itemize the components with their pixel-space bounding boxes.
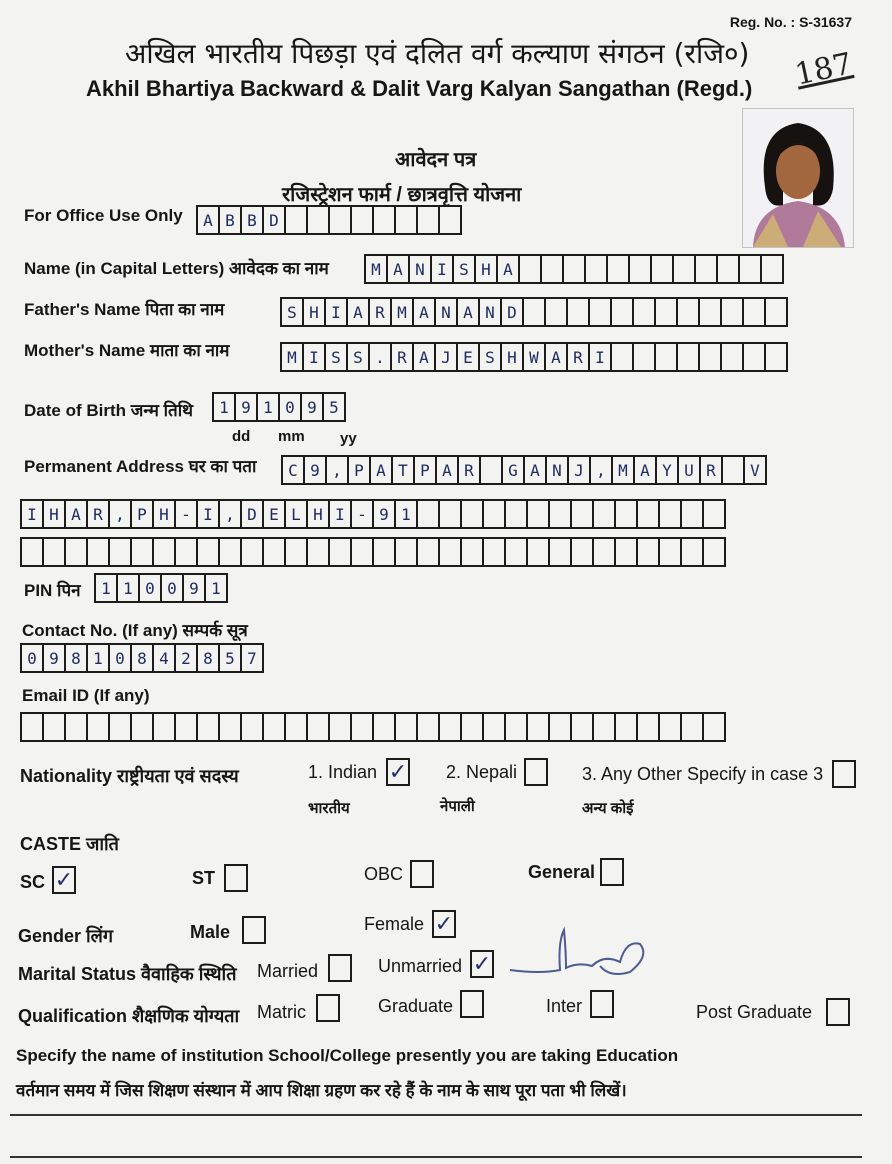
char-box[interactable] [372, 537, 396, 567]
char-box[interactable] [716, 254, 740, 284]
char-box[interactable]: I [196, 499, 220, 529]
char-box[interactable] [764, 342, 788, 372]
char-box[interactable] [284, 537, 308, 567]
mother-name-label: Mother's Name माता का नाम [24, 341, 230, 360]
gender-female-label: Female [364, 914, 425, 934]
char-box[interactable] [562, 254, 586, 284]
char-box[interactable]: V [743, 455, 767, 485]
char-box[interactable] [284, 712, 308, 742]
char-box[interactable]: S [346, 342, 370, 372]
email-label: Email ID (If any) [22, 686, 150, 705]
marital-label: Marital Status वैवाहिक स्थिति [18, 964, 237, 984]
char-box[interactable]: , [218, 499, 242, 529]
institution-label-hindi: वर्तमान समय में जिस शिक्षण संस्थान में आप शिक्षा ग्रहण कर रहे हैं के नाम के साथ पूरा पता भी लिखें। [16, 1081, 627, 1100]
char-box[interactable]: A [64, 499, 88, 529]
char-box[interactable]: J [567, 455, 591, 485]
caste-sc-checkbox[interactable]: ✓ [52, 866, 76, 894]
gender-male-checkbox[interactable] [242, 916, 266, 944]
char-box[interactable] [284, 205, 308, 235]
contact-label: Contact No. (If any) सम्पर्क सूत्र [22, 621, 248, 640]
char-box[interactable]: 9 [234, 392, 258, 422]
char-box[interactable]: , [589, 455, 613, 485]
char-box[interactable]: A [523, 455, 547, 485]
char-box[interactable] [416, 499, 440, 529]
char-box[interactable] [262, 712, 286, 742]
char-box[interactable]: 8 [196, 643, 220, 673]
char-box[interactable] [196, 537, 220, 567]
char-box[interactable] [632, 342, 656, 372]
caste-st-label: ST [192, 868, 216, 888]
char-box[interactable] [240, 712, 264, 742]
char-box[interactable]: 1 [94, 573, 118, 603]
char-box[interactable]: 0 [278, 392, 302, 422]
char-box[interactable] [610, 342, 634, 372]
char-box[interactable]: S [324, 342, 348, 372]
char-box[interactable] [548, 712, 572, 742]
char-box[interactable] [636, 499, 660, 529]
char-box[interactable] [328, 537, 352, 567]
nationality-other-hindi: अन्य कोई [582, 800, 634, 817]
gender-male-label: Male [190, 922, 231, 942]
char-box[interactable]: Y [655, 455, 679, 485]
char-box[interactable] [694, 254, 718, 284]
char-box[interactable] [526, 499, 550, 529]
qualification-inter-label: Inter [546, 996, 583, 1016]
char-box[interactable]: 5 [322, 392, 346, 422]
char-box[interactable] [394, 537, 418, 567]
char-box[interactable]: C [281, 455, 305, 485]
institution-label-english: Specify the name of institution School/College presently you are taking Education [16, 1046, 679, 1065]
char-box[interactable]: 1 [204, 573, 228, 603]
char-box[interactable]: 0 [138, 573, 162, 603]
char-box[interactable] [438, 205, 462, 235]
char-box[interactable] [698, 342, 722, 372]
char-box[interactable]: W [522, 342, 546, 372]
char-box[interactable]: S [452, 254, 476, 284]
address-line-1[interactable] [283, 455, 767, 485]
char-box[interactable]: A [435, 455, 459, 485]
char-box[interactable]: G [501, 455, 525, 485]
char-box[interactable] [460, 499, 484, 529]
address-line-3[interactable] [22, 537, 726, 567]
char-box[interactable] [636, 712, 660, 742]
char-box[interactable]: D [240, 499, 264, 529]
char-box[interactable] [64, 537, 88, 567]
char-box[interactable]: I [302, 342, 326, 372]
char-box[interactable] [196, 712, 220, 742]
char-box[interactable] [108, 712, 132, 742]
char-box[interactable] [676, 297, 700, 327]
char-box[interactable] [86, 712, 110, 742]
qualification-post-graduate-checkbox[interactable] [826, 998, 850, 1026]
char-box[interactable] [350, 205, 374, 235]
char-box[interactable]: A [412, 342, 436, 372]
char-box[interactable] [482, 712, 506, 742]
char-box[interactable]: U [677, 455, 701, 485]
gender-label: Gender लिंग [18, 926, 114, 946]
char-box[interactable] [218, 537, 242, 567]
char-box[interactable]: 9 [182, 573, 206, 603]
char-box[interactable]: H [42, 499, 66, 529]
char-box[interactable]: I [324, 297, 348, 327]
dob-label: Date of Birth जन्म तिथि [24, 401, 193, 420]
char-box[interactable] [482, 537, 506, 567]
caste-general-label: General [528, 862, 596, 882]
char-box[interactable]: L [284, 499, 308, 529]
char-box[interactable] [672, 254, 696, 284]
char-box[interactable] [306, 537, 330, 567]
char-box[interactable] [702, 537, 726, 567]
caste-general-checkbox[interactable] [600, 858, 624, 886]
form-subtitle-application: आवेदन पत्र [395, 149, 477, 171]
char-box[interactable]: 8 [64, 643, 88, 673]
nationality-label: Nationality राष्ट्रीयता एवं सदस्य [20, 766, 239, 786]
char-box[interactable] [698, 297, 722, 327]
char-box[interactable] [592, 712, 616, 742]
dob-yy-label: yy [340, 430, 357, 447]
char-box[interactable]: A [369, 455, 393, 485]
char-box[interactable]: 9 [300, 392, 324, 422]
char-box[interactable] [548, 499, 572, 529]
handwritten-form-number: 187 [791, 46, 856, 93]
char-box[interactable] [130, 712, 154, 742]
char-box[interactable] [372, 712, 396, 742]
marital-unmarried-checkbox[interactable]: ✓ [470, 950, 494, 978]
mother-name-field[interactable] [282, 342, 788, 372]
char-box[interactable] [592, 537, 616, 567]
caste-sc-label: SC [20, 872, 46, 892]
char-box[interactable]: A [456, 297, 480, 327]
office-use-label: For Office Use Only [24, 206, 183, 225]
char-box[interactable] [64, 712, 88, 742]
char-box[interactable]: 9 [42, 643, 66, 673]
qualification-matric-checkbox[interactable] [316, 994, 340, 1022]
signature [500, 922, 660, 984]
char-box[interactable]: H [306, 499, 330, 529]
char-box[interactable] [504, 712, 528, 742]
char-box[interactable] [628, 254, 652, 284]
char-box[interactable] [174, 537, 198, 567]
char-box[interactable] [680, 537, 704, 567]
nationality-nepali-label: 2. Nepali [446, 762, 518, 782]
org-title-hindi: अखिल भारतीय पिछड़ा एवं दलित वर्ग कल्याण संगठन (रजि०) [125, 37, 750, 70]
char-box[interactable] [658, 499, 682, 529]
char-box[interactable]: 1 [212, 392, 236, 422]
char-box[interactable]: D [262, 205, 286, 235]
char-box[interactable]: T [391, 455, 415, 485]
qualification-inter-checkbox[interactable] [590, 990, 614, 1018]
char-box[interactable]: 9 [303, 455, 327, 485]
char-box[interactable] [742, 342, 766, 372]
char-box[interactable]: 8 [130, 643, 154, 673]
char-box[interactable]: A [346, 297, 370, 327]
char-box[interactable]: 9 [372, 499, 396, 529]
char-box[interactable] [479, 455, 503, 485]
char-box[interactable] [702, 712, 726, 742]
caste-label: CASTE जाति [20, 834, 119, 854]
institution-answer-line-2[interactable] [10, 1156, 862, 1158]
dob-dd-label: dd [232, 428, 251, 445]
char-box[interactable] [680, 499, 704, 529]
char-box[interactable] [658, 537, 682, 567]
char-box[interactable] [262, 537, 286, 567]
char-box[interactable] [702, 499, 726, 529]
char-box[interactable] [738, 254, 762, 284]
char-box[interactable]: 0 [160, 573, 184, 603]
char-box[interactable]: 1 [116, 573, 140, 603]
char-box[interactable]: M [390, 297, 414, 327]
char-box[interactable] [526, 712, 550, 742]
char-box[interactable] [540, 254, 564, 284]
nationality-other-label: 3. Any Other Specify in case 3 [582, 764, 824, 784]
char-box[interactable] [416, 537, 440, 567]
applicant-photo [742, 108, 854, 248]
institution-answer-line-1[interactable] [10, 1114, 862, 1116]
nationality-indian-hindi: भारतीय [308, 800, 350, 817]
char-box[interactable] [548, 537, 572, 567]
char-box[interactable]: E [262, 499, 286, 529]
char-box[interactable]: 5 [218, 643, 242, 673]
char-box[interactable] [482, 499, 506, 529]
char-box[interactable] [152, 712, 176, 742]
char-box[interactable] [42, 537, 66, 567]
char-box[interactable] [654, 342, 678, 372]
char-box[interactable] [676, 342, 700, 372]
char-box[interactable] [174, 712, 198, 742]
char-box[interactable] [570, 537, 594, 567]
char-box[interactable]: P [130, 499, 154, 529]
char-box[interactable] [218, 712, 242, 742]
nationality-indian-checkbox[interactable]: ✓ [386, 758, 410, 786]
char-box[interactable]: I [20, 499, 44, 529]
char-box[interactable]: , [108, 499, 132, 529]
qualification-label: Qualification शैक्षणिक योग्यता [18, 1006, 240, 1026]
char-box[interactable]: R [566, 342, 590, 372]
char-box[interactable] [760, 254, 784, 284]
char-box[interactable]: 0 [20, 643, 44, 673]
char-box[interactable]: 2 [174, 643, 198, 673]
char-box[interactable] [658, 712, 682, 742]
char-box[interactable]: N [478, 297, 502, 327]
char-box[interactable] [306, 205, 330, 235]
char-box[interactable] [438, 537, 462, 567]
char-box[interactable] [588, 297, 612, 327]
char-box[interactable] [632, 297, 656, 327]
char-box[interactable] [518, 254, 542, 284]
marital-unmarried-label: Unmarried [378, 956, 463, 976]
char-box[interactable] [130, 537, 154, 567]
char-box[interactable]: A [196, 205, 220, 235]
char-box[interactable] [720, 342, 744, 372]
char-box[interactable] [566, 297, 590, 327]
char-box[interactable] [86, 537, 110, 567]
char-box[interactable] [350, 537, 374, 567]
char-box[interactable]: H [302, 297, 326, 327]
char-box[interactable]: N [408, 254, 432, 284]
gender-female-checkbox[interactable]: ✓ [432, 910, 456, 938]
char-box[interactable] [372, 205, 396, 235]
qualification-post-graduate-label: Post Graduate [696, 1002, 813, 1022]
char-box[interactable] [240, 537, 264, 567]
char-box[interactable]: N [545, 455, 569, 485]
email-field[interactable] [22, 712, 726, 742]
char-box[interactable] [654, 297, 678, 327]
char-box[interactable] [394, 712, 418, 742]
dob-field[interactable] [214, 392, 346, 422]
char-box[interactable]: S [478, 342, 502, 372]
qualification-graduate-label: Graduate [378, 996, 454, 1016]
registration-number: Reg. No. : S-31637 [729, 14, 852, 30]
char-box[interactable]: M [364, 254, 388, 284]
char-box[interactable]: R [368, 297, 392, 327]
char-box[interactable] [522, 297, 546, 327]
char-box[interactable]: A [412, 297, 436, 327]
char-box[interactable] [592, 499, 616, 529]
char-box[interactable]: A [544, 342, 568, 372]
nationality-indian-label: 1. Indian [308, 762, 378, 782]
char-box[interactable]: I [430, 254, 454, 284]
char-box[interactable]: H [474, 254, 498, 284]
office-use-boxes [198, 205, 462, 235]
char-box[interactable]: H [500, 342, 524, 372]
char-box[interactable]: M [611, 455, 635, 485]
char-box[interactable]: R [699, 455, 723, 485]
father-name-label: Father's Name पिता का नाम [24, 300, 225, 319]
char-box[interactable] [394, 205, 418, 235]
caste-obc-label: OBC [364, 864, 404, 884]
char-box[interactable] [416, 205, 440, 235]
char-box[interactable] [606, 254, 630, 284]
char-box[interactable] [108, 537, 132, 567]
marital-married-label: Married [257, 961, 319, 981]
char-box[interactable] [306, 712, 330, 742]
char-box[interactable] [42, 712, 66, 742]
char-box[interactable]: A [633, 455, 657, 485]
address-label: Permanent Address घर का पता [24, 457, 257, 476]
char-box[interactable] [610, 297, 634, 327]
marital-married-checkbox[interactable] [328, 954, 352, 982]
char-box[interactable]: J [434, 342, 458, 372]
pin-field[interactable] [96, 573, 228, 603]
char-box[interactable]: I [328, 499, 352, 529]
char-box[interactable] [720, 297, 744, 327]
char-box[interactable]: - [350, 499, 374, 529]
form-subtitle-registration: रजिस्ट्रेशन फार्म / छात्रवृत्ति योजना [282, 184, 522, 206]
char-box[interactable] [152, 537, 176, 567]
caste-obc-checkbox[interactable] [410, 860, 434, 888]
contact-field[interactable] [22, 643, 264, 673]
char-box[interactable]: B [240, 205, 264, 235]
char-box[interactable]: P [347, 455, 371, 485]
char-box[interactable] [328, 712, 352, 742]
char-box[interactable] [416, 712, 440, 742]
char-box[interactable] [614, 712, 638, 742]
char-box[interactable] [614, 499, 638, 529]
char-box[interactable]: - [174, 499, 198, 529]
name-label: Name (in Capital Letters) आवेदक का नाम [24, 259, 329, 278]
char-box[interactable]: 0 [108, 643, 132, 673]
char-box[interactable]: , [325, 455, 349, 485]
char-box[interactable]: R [86, 499, 110, 529]
char-box[interactable]: B [218, 205, 242, 235]
char-box[interactable]: 1 [86, 643, 110, 673]
char-box[interactable]: S [280, 297, 304, 327]
nationality-nepali-checkbox[interactable] [524, 758, 548, 786]
char-box[interactable] [764, 297, 788, 327]
char-box[interactable] [614, 537, 638, 567]
char-box[interactable]: M [280, 342, 304, 372]
char-box[interactable]: 7 [240, 643, 264, 673]
char-box[interactable] [328, 205, 352, 235]
nationality-nepali-hindi: नेपाली [440, 798, 475, 815]
char-box[interactable]: 1 [394, 499, 418, 529]
qualification-graduate-checkbox[interactable] [460, 990, 484, 1018]
char-box[interactable]: . [368, 342, 392, 372]
char-box[interactable]: A [386, 254, 410, 284]
nationality-other-checkbox[interactable] [832, 760, 856, 788]
char-box[interactable]: D [500, 297, 524, 327]
char-box[interactable] [350, 712, 374, 742]
char-box[interactable] [460, 537, 484, 567]
char-box[interactable] [460, 712, 484, 742]
char-box[interactable]: H [152, 499, 176, 529]
char-box[interactable]: A [496, 254, 520, 284]
char-box[interactable] [504, 537, 528, 567]
address-line-2[interactable] [22, 499, 726, 529]
char-box[interactable] [20, 712, 44, 742]
char-box[interactable] [438, 499, 462, 529]
char-box[interactable]: N [434, 297, 458, 327]
char-box[interactable]: R [457, 455, 481, 485]
name-field[interactable] [366, 254, 784, 284]
char-box[interactable] [680, 712, 704, 742]
pin-label: PIN पिन [24, 581, 81, 600]
char-box[interactable]: P [413, 455, 437, 485]
char-box[interactable] [721, 455, 745, 485]
char-box[interactable] [636, 537, 660, 567]
caste-st-checkbox[interactable] [224, 864, 248, 892]
char-box[interactable] [570, 499, 594, 529]
char-box[interactable] [544, 297, 568, 327]
char-box[interactable] [504, 499, 528, 529]
char-box[interactable]: 4 [152, 643, 176, 673]
char-box[interactable] [584, 254, 608, 284]
char-box[interactable]: R [390, 342, 414, 372]
char-box[interactable]: E [456, 342, 480, 372]
father-name-field[interactable] [282, 297, 788, 327]
char-box[interactable]: I [588, 342, 612, 372]
char-box[interactable] [438, 712, 462, 742]
char-box[interactable] [742, 297, 766, 327]
char-box[interactable] [526, 537, 550, 567]
char-box[interactable] [570, 712, 594, 742]
char-box[interactable]: 1 [256, 392, 280, 422]
qualification-matric-label: Matric [257, 1002, 306, 1022]
dob-mm-label: mm [278, 428, 305, 445]
char-box[interactable] [650, 254, 674, 284]
char-box[interactable] [20, 537, 44, 567]
org-title-english: Akhil Bhartiya Backward & Dalit Varg Kalyan Sangathan (Regd.) [86, 76, 753, 101]
